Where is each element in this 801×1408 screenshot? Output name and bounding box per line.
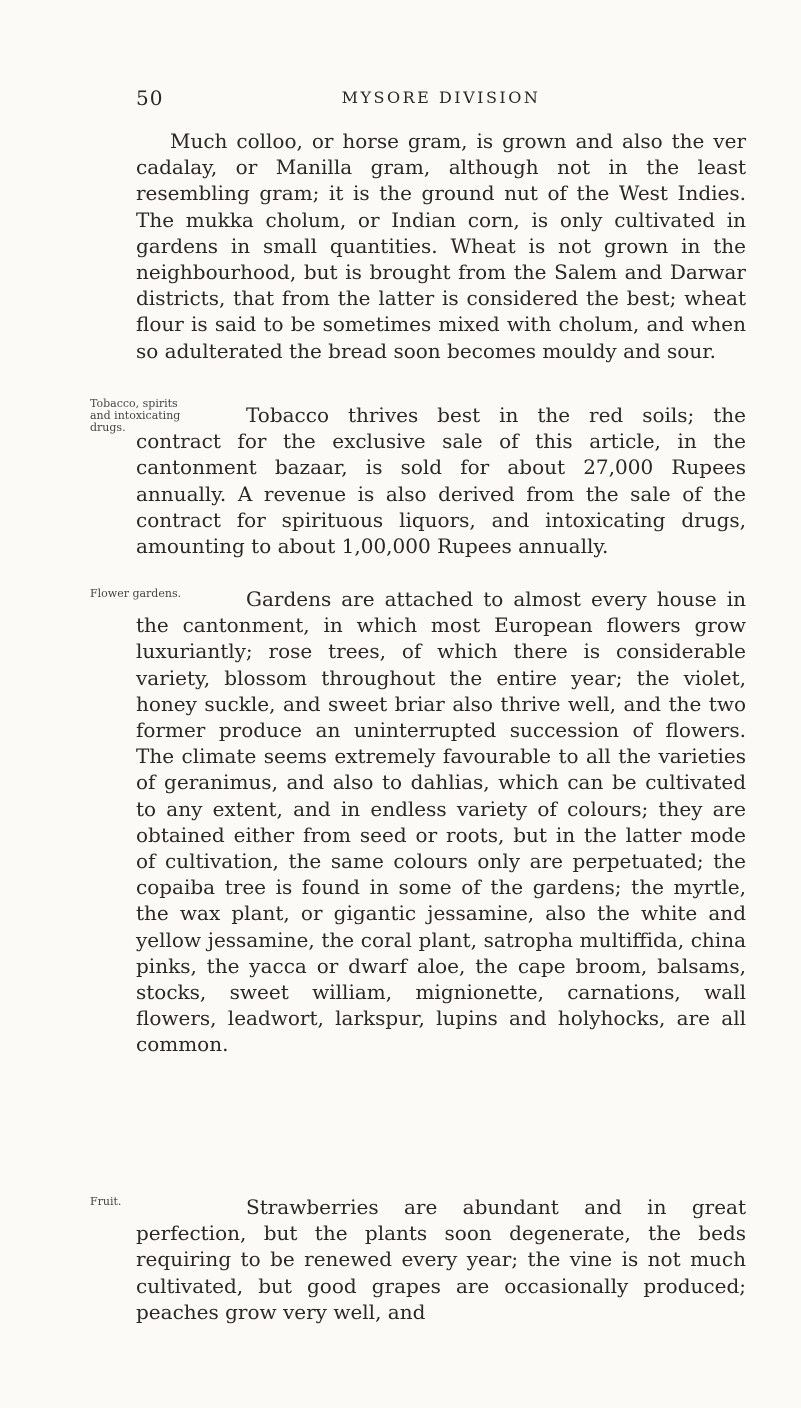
sidenote-fruit: Fruit. bbox=[90, 1195, 122, 1208]
sidenote-tobacco: Tobacco, spirits and intoxicating drugs. bbox=[90, 397, 181, 434]
paragraph-tobacco bbox=[136, 402, 746, 559]
running-head: MYSORE DIVISION bbox=[341, 88, 541, 107]
paragraph-fruit bbox=[136, 1194, 746, 1325]
paragraph-text: Tobacco thrives best in the red soils; the contract for the exclusive sale of this article, in the cantonment bazaar, is sold for about 27,000 Rupees annually. A revenue is also derived from the sale of the contract for spirituous liquors, and intoxicating drugs, amounting to about 1,00,000 Rupees annually. bbox=[136, 403, 746, 559]
paragraph-text: Gardens are attached to almost every house in the cantonment, in which most European flowers grow luxuriantly; rose trees, of which there is considerable variety, blossom throughout the entire year; the violet, honey suckle, and sweet briar also thrive well, and the two former produce an uninterrupted succession of flowers. The climate seems extremely favourable to all the varieties of geranimus, and also to dahlias, which can be cultivated to any extent, and in endless variety of colours; they are obtained either from seed or roots, but in the latter mode of cultivation, the same colours only are perpetuated; the copaiba tree is found in some of the gardens; the myrtle, the wax plant, or gigantic jessamine, also the white and yellow jessamine, the coral plant, satropha multiffida, china pinks, the yacca or dwarf aloe, the cape broom, balsams, stocks, sweet william, mignionette, carnations, wall flowers, leadwort, larkspur, lupins and holyhocks, are all common. bbox=[136, 587, 746, 1057]
paragraph-flower-gardens bbox=[136, 586, 746, 1058]
page-number: 50 bbox=[136, 86, 164, 110]
paragraph-crops bbox=[136, 128, 746, 364]
sidenote-flower-gardens: Flower gardens. bbox=[90, 587, 182, 600]
paragraph-text: Strawberries are abundant and in great perfection, but the plants soon degenerate, the beds requiring to be renewed every year; the vine is not much cultivated, but good grapes are occasionally produced; peaches grow very well, and bbox=[136, 1195, 746, 1324]
page-header bbox=[136, 86, 746, 112]
paragraph-text: Much colloo, or horse gram, is grown and also the ver cadalay, or Manilla gram, although not in the least resembling gram; it is the ground nut of the West Indies. The mukka cholum, or Indian corn, is only cultivated in gardens in small quantities. Wheat is not grown in the neighbourhood, but is brought from the Salem and Darwar districts, that from the latter is considered the best; wheat flour is said to be sometimes mixed with cholum, and when so adulterated the bread soon becomes mouldy and sour. bbox=[136, 129, 746, 363]
